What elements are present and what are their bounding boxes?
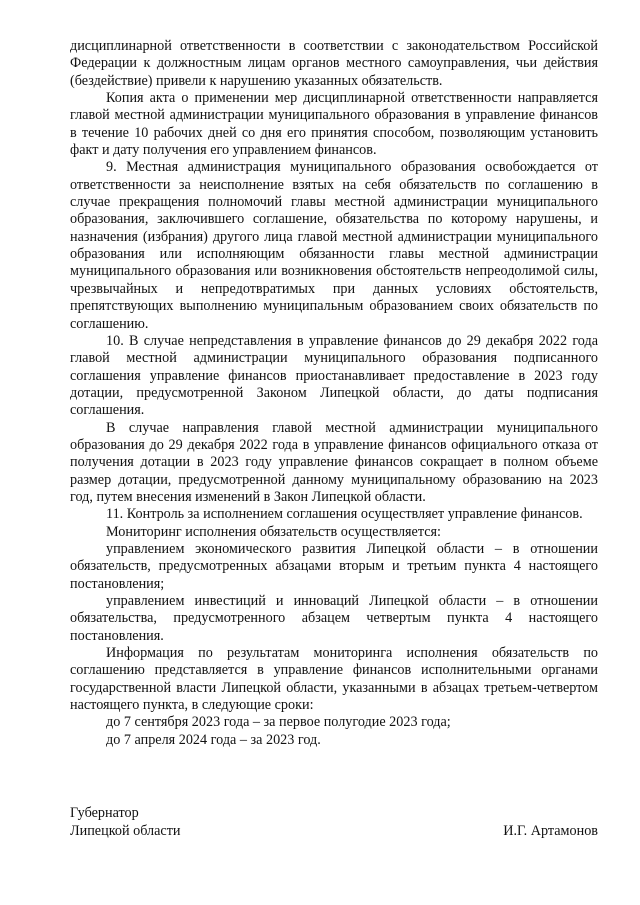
paragraph: 10. В случае непредставления в управление финансов до 29 декабря 2022 года главой местной администрации муниципального образования подписанного соглашения управление финансов приостанавливает предоставление в 2023 году дотации, предусмотренной Законом Липецкой области, до даты подписания соглашения. xyxy=(70,332,598,419)
paragraph: Копия акта о применении мер дисциплинарной ответственности направляется главой местной администрации муниципального образования в управление финансов в течение 10 рабочих дней со дня его принятия способом, позволяющим установить факт и дату получения его управлением финансов. xyxy=(70,90,598,159)
paragraph: до 7 сентября 2023 года – за первое полугодие 2023 года; xyxy=(106,714,451,731)
paragraph: управлением инвестиций и инноваций Липецкой области – в отношении обязательства, предусмотренного абзацем четвертым пункта 4 настоящего постановления. xyxy=(70,593,598,644)
paragraph: 9. Местная администрация муниципального образования освобождается от ответственности за неисполнение взятых на себя обязательств по соглашению в случае прекращения полномочий главы местной администрации муниципального образования, заключившего соглашение, обязательства по которому нарушены, и назначения (избрания) другого лица главой местной администрации муниципального образования или исполняющим обязанности главы местной администрации муниципального образования или возникновения обстоятельств непреодолимой силы, чрезвычайных и непредотвратимых при данных условиях обстоятельств, препятствующих выполнению муниципальным образованием своих обязательств по соглашению. xyxy=(70,159,598,332)
signature-block xyxy=(70,805,598,840)
paragraph: до 7 апреля 2024 года – за 2023 год. xyxy=(106,731,321,748)
paragraph: управлением экономического развития Липецкой области – в отношении обязательств, предусмотренных абзацами вторым и третьим пункта 4 настоящего постановления; xyxy=(70,540,598,592)
signature-row xyxy=(70,823,598,841)
paragraph: 11. Контроль за исполнением соглашения осуществляет управление финансов. xyxy=(106,506,583,523)
signatory-title-line1: Губернатор xyxy=(70,805,139,821)
paragraph: дисциплинарной ответственности в соответствии с законодательством Российской Федерации к должностным лицам органов местного самоуправления, чьи действия (бездействие) привели к нарушению указанных обязательств. xyxy=(70,38,598,89)
paragraph: В случае направления главой местной администрации муниципального образования до 29 декабря 2022 года в управление финансов официального отказа от получения дотации в 2023 году управление финансов сокращает в полном объеме размер дотации, предусмотренной данному муниципальному образованию на 2023 год, путем внесения изменений в Закон Липецкой области. xyxy=(70,419,598,505)
paragraph: Мониторинг исполнения обязательств осуществляется: xyxy=(106,523,441,540)
paragraph: Информация по результатам мониторинга исполнения обязательств по соглашению представляется в управление финансов исполнительными органами государственной власти Липецкой области, указанными в абзацах третьем-четвертом настоящего пункта, в следующие сроки: xyxy=(70,645,598,714)
signatory-name: И.Г. Артамонов xyxy=(503,822,598,839)
document-body xyxy=(70,38,598,749)
signatory-title-line2: Липецкой области xyxy=(70,822,181,839)
